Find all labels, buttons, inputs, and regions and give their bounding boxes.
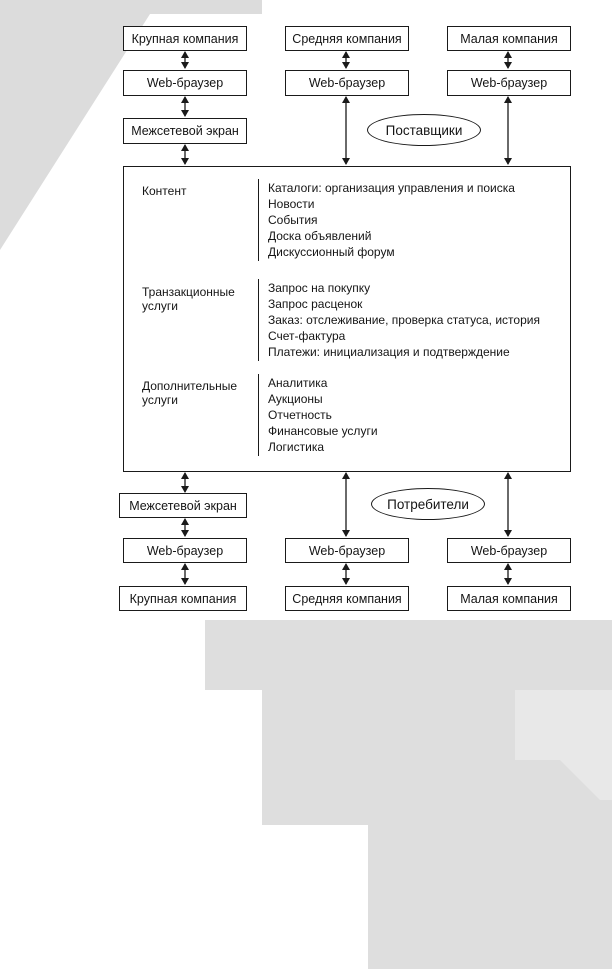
list-item: Финансовые услуги [268,424,378,438]
platform-box [123,166,571,472]
list-item: Новости [268,197,315,211]
bottom-medium-company-box [285,586,409,611]
list-item: Аналитика [268,376,328,390]
bottom-small-company-label: Малая компания [460,591,558,606]
bottom-browser-box-1 [123,538,247,563]
top-browser-label-1: Web-браузер [146,76,224,90]
section-list-content [268,180,515,260]
top-small-company-box [447,26,571,51]
top-large-company-box [123,26,247,51]
section-bracket-transactions [258,279,259,361]
section-title-additional [142,379,237,407]
list-item: Доска объявлений [268,229,372,243]
bottom-browser-label-2: Web-браузер [308,543,386,558]
top-firewall-box [123,118,247,144]
section-title-additional-line2: услуги [142,393,178,407]
section-title-content: Контент [142,184,187,198]
top-firewall-label: Межсетевой экран [131,124,239,138]
bottom-firewall-box [119,493,247,518]
suppliers-oval [367,114,481,146]
suppliers-label: Поставщики [385,122,463,138]
consumers-label: Потребители [387,496,469,512]
bottom-large-company-label: Крупная компания [129,591,237,606]
list-item: Логистика [268,440,325,454]
section-bracket-additional [258,374,259,456]
list-item: Запрос расценок [268,297,363,311]
section-title-additional-line1: Дополнительные [142,379,237,393]
section-bracket-content [258,179,259,261]
bottom-browser-label-3: Web-браузер [470,543,548,558]
list-item: Счет-фактура [268,329,346,343]
top-medium-company-box [285,26,409,51]
bottom-small-company-box [447,586,571,611]
list-item: Отчетность [268,408,332,422]
list-item: Каталоги: организация управления и поиска [268,181,515,195]
bottom-firewall-label: Межсетевой экран [129,498,237,513]
top-browser-box-1 [123,70,247,96]
bottom-browser-box-3 [447,538,571,563]
consumers-oval [371,488,485,520]
section-title-transactions-line2: услуги [142,299,178,313]
bottom-browser-box-2 [285,538,409,563]
list-item: Аукционы [268,392,323,406]
top-large-company-label: Крупная компания [131,31,239,46]
top-browser-label-3: Web-браузер [470,76,548,90]
bottom-large-company-box [119,586,247,611]
list-item: События [268,213,318,227]
list-item: Заказ: отслеживание, проверка статуса, история [268,313,540,327]
section-title-transactions [142,285,235,313]
top-small-company-label: Малая компания [460,31,558,46]
top-browser-box-2 [285,70,409,96]
top-browser-box-3 [447,70,571,96]
top-medium-company-label: Средняя компания [292,31,402,46]
section-list-additional [268,375,378,455]
list-item: Запрос на покупку [268,281,371,295]
top-browser-label-2: Web-браузер [308,76,386,90]
list-item: Дискуссионный форум [268,245,395,259]
list-item: Платежи: инициализация и подтверждение [268,345,510,359]
bottom-medium-company-label: Средняя компания [292,591,402,606]
section-title-transactions-line1: Транзакционные [142,285,235,299]
bottom-browser-label-1: Web-браузер [146,543,224,558]
section-list-transactions [268,280,540,360]
